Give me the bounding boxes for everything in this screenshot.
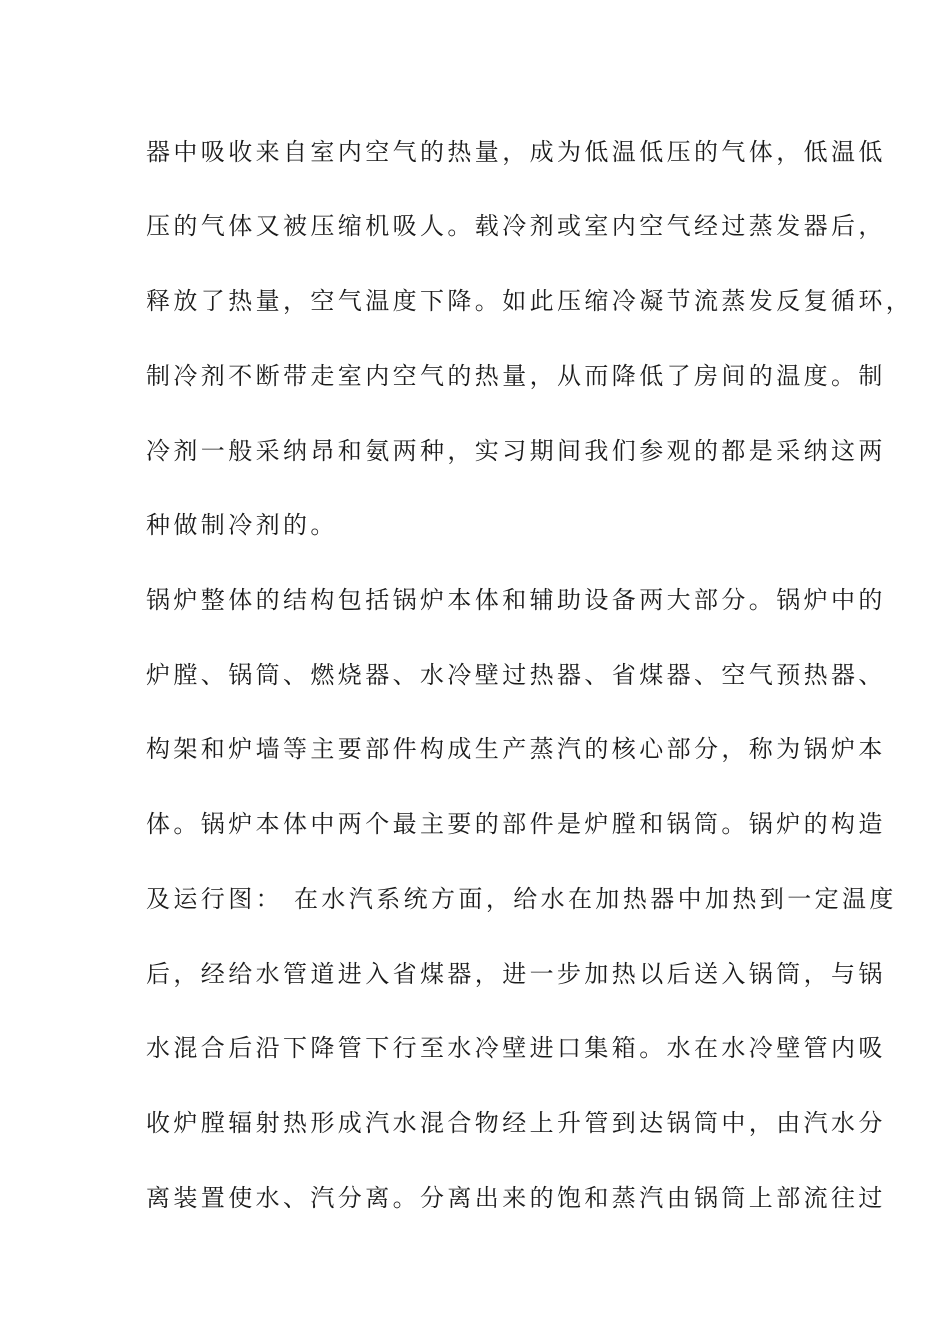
- text-line: 器中吸收来自室内空气的热量，成为低温低压的气体，低温低: [146, 138, 886, 166]
- text-line: 构架和炉墙等主要部件构成生产蒸汽的核心部分，称为锅炉本: [146, 735, 886, 763]
- text-line: 水混合后沿下降管下行至水冷壁进口集箱。水在水冷壁管内吸: [146, 1034, 886, 1062]
- text-line: 收炉膛辐射热形成汽水混合物经上升管到达锅筒中，由汽水分: [146, 1109, 886, 1137]
- text-line: 释放了热量，空气温度下降。如此压缩冷凝节流蒸发反复循环，: [146, 287, 914, 315]
- text-line: 压的气体又被压缩机吸人。载冷剂或室内空气经过蒸发器后，: [146, 212, 886, 240]
- text-line: 种做制冷剂的。: [146, 511, 338, 539]
- text-line: 及运行图： 在水汽系统方面，给水在加热器中加热到一定温度: [146, 885, 897, 913]
- text-line: 制冷剂不断带走室内空气的热量，从而降低了房间的温度。制: [146, 362, 886, 390]
- text-line: 冷剂一般采纳昂和氨两种，实习期间我们参观的都是采纳这两: [146, 437, 886, 465]
- text-line: 炉膛、锅筒、燃烧器、水冷壁过热器、省煤器、空气预热器、: [146, 661, 886, 689]
- text-line: 体。锅炉本体中两个最主要的部件是炉膛和锅筒。锅炉的构造: [146, 810, 886, 838]
- text-line: 锅炉整体的结构包括锅炉本体和辅助设备两大部分。锅炉中的: [146, 586, 886, 614]
- text-line: 离装置使水、汽分离。分离出来的饱和蒸汽由锅筒上部流往过: [146, 1184, 886, 1212]
- text-line: 后，经给水管道进入省煤器，进一步加热以后送入锅筒，与锅: [146, 960, 886, 988]
